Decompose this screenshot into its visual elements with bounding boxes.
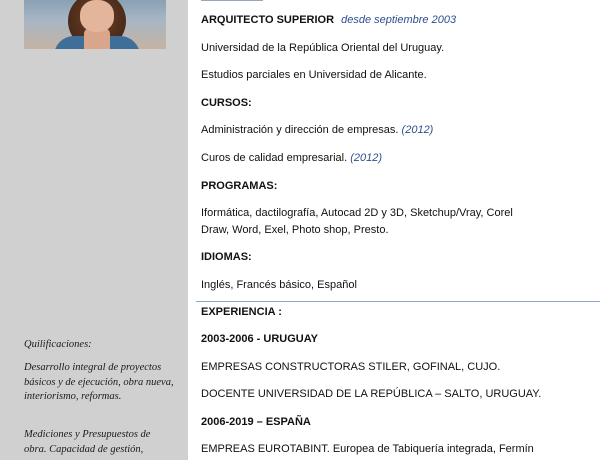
degree-date: desde septiembre 2003 bbox=[341, 14, 457, 26]
university: Universidad de la República Oriental del Uruguay. bbox=[201, 42, 445, 54]
programs-line-1: Iformática, dactilografía, Autocad 2D y 3D, Sketchup/Vray, Corel bbox=[201, 207, 513, 219]
period-1: 2003-2006 - URUGUAY bbox=[201, 333, 318, 345]
top-divider bbox=[201, 0, 263, 1]
course-2-name: Curos de calidad empresarial. bbox=[201, 152, 348, 164]
languages: Inglés, Francés básico, Español bbox=[201, 279, 357, 291]
period-2: 2006-2019 – ESPAÑA bbox=[201, 416, 311, 428]
experience-title: EXPERIENCIA : bbox=[201, 306, 282, 318]
course-2-year: (2012) bbox=[350, 152, 382, 164]
sidebar bbox=[0, 0, 188, 460]
section-divider bbox=[196, 301, 600, 302]
degree-line bbox=[201, 14, 600, 27]
qualifications-title: Quilificaciones: bbox=[24, 339, 92, 350]
programs-line-2: Draw, Word, Exel, Photo shop, Presto. bbox=[201, 224, 389, 236]
photo-face bbox=[80, 0, 114, 32]
partial-studies: Estudios parciales en Universidad de Alicante. bbox=[201, 69, 427, 81]
course-1 bbox=[201, 124, 600, 137]
job-3: EMPREAS EUROTABINT. Europea de Tabiquería integrada, Fermín bbox=[201, 443, 534, 455]
course-1-year: (2012) bbox=[401, 124, 434, 136]
job-2: DOCENTE UNIVERSIDAD DE LA REPÚBLICA – SALTO, URUGUAY. bbox=[201, 388, 542, 400]
degree-title: ARQUITECTO SUPERIOR bbox=[201, 14, 335, 26]
course-2 bbox=[201, 152, 600, 165]
course-1-name: Administración y dirección de empresas. bbox=[201, 124, 399, 136]
qualification-2: Mediciones y Presupuestos de obra. Capacidad de gestión, bbox=[24, 429, 151, 455]
programs-title: PROGRAMAS: bbox=[201, 180, 278, 192]
profile-photo bbox=[24, 0, 166, 49]
job-1: EMPRESAS CONSTRUCTORAS STILER, GOFINAL, CUJO. bbox=[201, 361, 501, 373]
languages-title: IDIOMAS: bbox=[201, 251, 252, 263]
courses-title: CURSOS: bbox=[201, 97, 252, 109]
qualification-1: Desarrollo integral de proyectos básicos y de ejecución, obra nueva, interiorismo, reformas. bbox=[24, 362, 174, 402]
